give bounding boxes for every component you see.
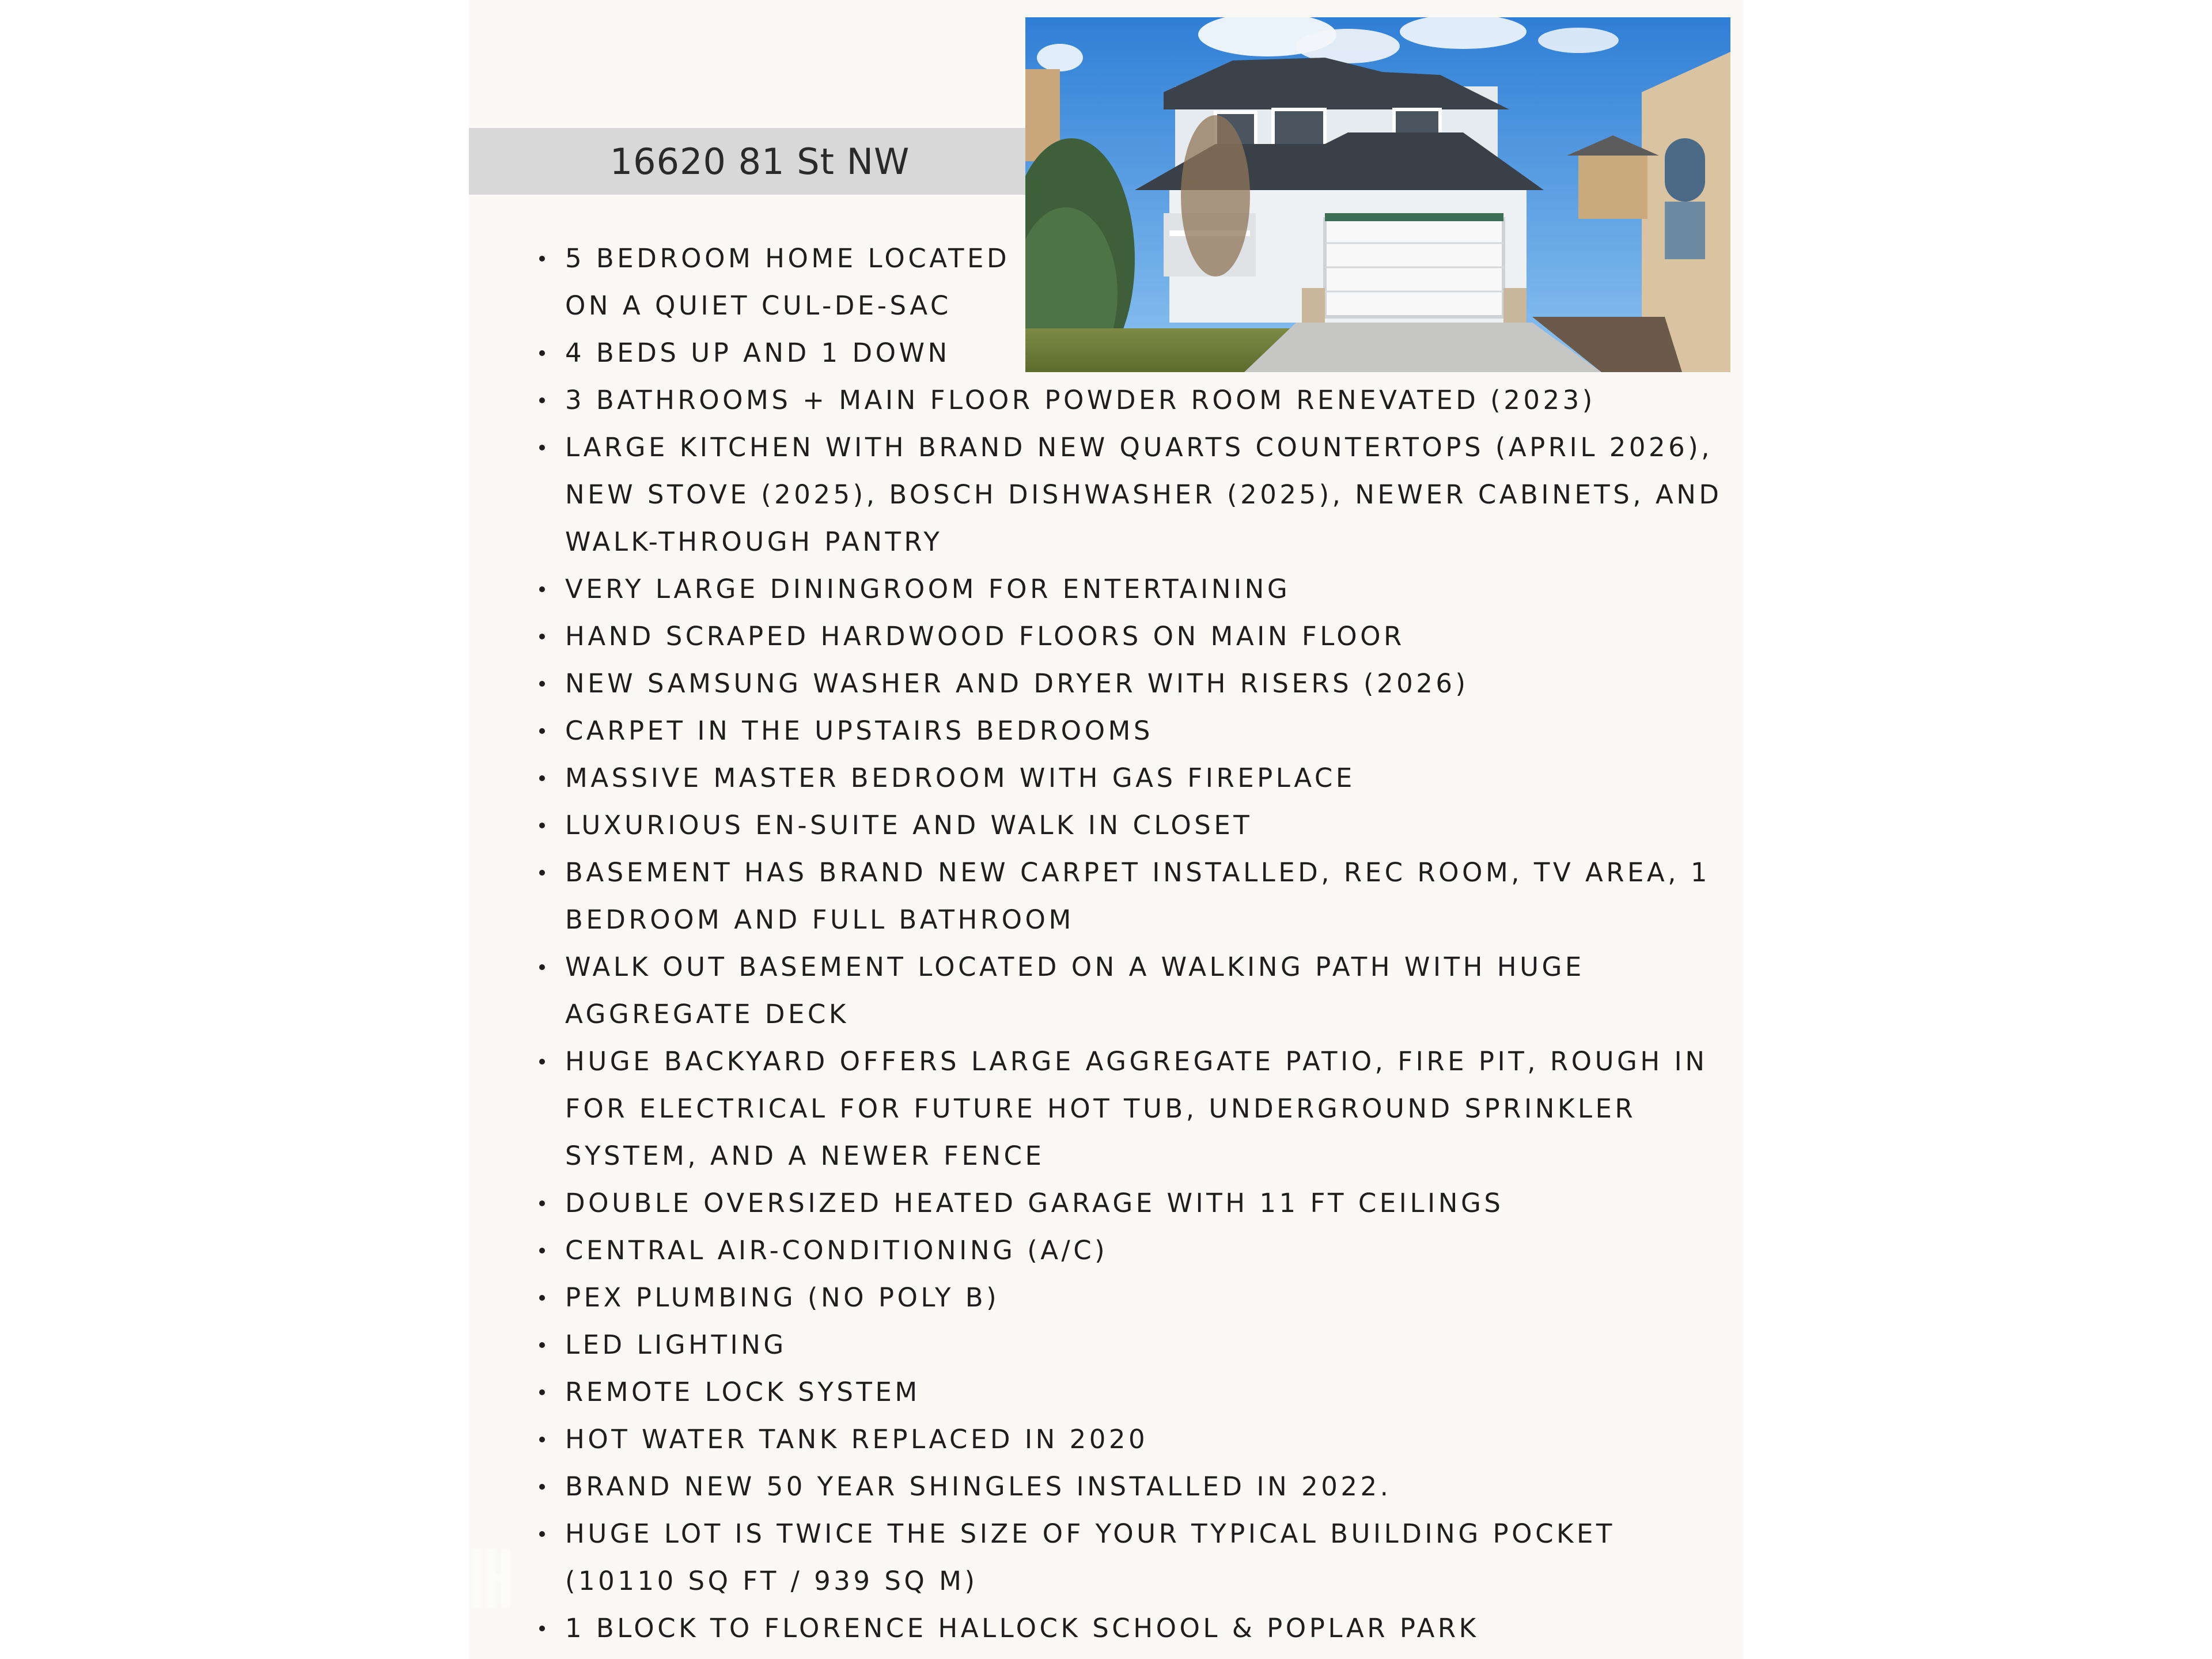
- bullet-icon: [539, 823, 545, 828]
- bullet-icon: [539, 1389, 545, 1395]
- bullet-icon: [539, 1200, 545, 1206]
- bullet-icon: [539, 681, 545, 687]
- watermark-logo: [469, 1544, 516, 1613]
- bullet-icon: [539, 1531, 545, 1537]
- feature-text: HUGE LOT IS TWICE THE SIZE OF YOUR TYPICAL BUILDING POCKET (10110 SQ FT / 939 SQ M): [565, 1518, 1615, 1596]
- feature-item: [538, 566, 1736, 613]
- bullet-icon: [539, 870, 545, 876]
- feature-item: [538, 1227, 1736, 1274]
- feature-text: MASSIVE MASTER BEDROOM WITH GAS FIREPLACE: [565, 763, 1355, 793]
- feature-list: [538, 235, 1736, 1652]
- feature-item: [538, 755, 1736, 802]
- bullet-icon: [539, 350, 545, 356]
- feature-text: 4 BEDS UP AND 1 DOWN: [565, 338, 950, 368]
- feature-text: CARPET IN THE UPSTAIRS BEDROOMS: [565, 715, 1153, 746]
- feature-item: [538, 1038, 1736, 1180]
- feature-item: [538, 1274, 1736, 1321]
- feature-text: NEW SAMSUNG WASHER AND DRYER WITH RISERS (2026): [565, 668, 1469, 699]
- feature-item: [538, 1416, 1736, 1463]
- feature-text: 5 BEDROOM HOME LOCATED ON A QUIET CUL-DE-SAC: [565, 243, 1010, 321]
- feature-item: [538, 1321, 1736, 1369]
- bullet-icon: [539, 1248, 545, 1253]
- feature-item: [538, 424, 1736, 566]
- feature-item: [538, 802, 1736, 849]
- bullet-icon: [539, 775, 545, 781]
- feature-text: VERY LARGE DININGROOM FOR ENTERTAINING: [565, 574, 1291, 604]
- feature-item: [538, 1510, 1736, 1605]
- bullet-icon: [539, 1484, 545, 1490]
- feature-text: LED LIGHTING: [565, 1330, 787, 1360]
- feature-item: [538, 944, 1736, 1038]
- address-banner: [469, 128, 1028, 195]
- bullet-icon: [539, 1437, 545, 1442]
- bullet-icon: [539, 1626, 545, 1631]
- feature-text: HUGE BACKYARD OFFERS LARGE AGGREGATE PATIO, FIRE PIT, ROUGH IN FOR ELECTRICAL FOR FUTURE HOT TUB, UNDERGROUND SPRINKLER SYSTEM, AND A NEWER FENCE: [565, 1046, 1708, 1171]
- feature-text: DOUBLE OVERSIZED HEATED GARAGE WITH 11 FT CEILINGS: [565, 1188, 1504, 1218]
- feature-item: [538, 849, 1736, 944]
- feature-item: [538, 1369, 1736, 1416]
- feature-item: [538, 707, 1736, 755]
- feature-text: BRAND NEW 50 YEAR SHINGLES INSTALLED IN 2022.: [565, 1471, 1392, 1502]
- listing-address: 16620 81 St NW: [609, 140, 910, 183]
- bullet-icon: [539, 397, 545, 403]
- bullet-icon: [539, 1342, 545, 1348]
- listing-sheet: [469, 0, 1744, 1659]
- bullet-icon: [539, 1295, 545, 1301]
- bullet-icon: [539, 1059, 545, 1065]
- feature-item: [538, 377, 1736, 424]
- feature-text: WALK OUT BASEMENT LOCATED ON A WALKING PATH WITH HUGE AGGREGATE DECK: [565, 952, 1585, 1029]
- feature-item: [538, 660, 1736, 707]
- feature-text: LUXURIOUS EN-SUITE AND WALK IN CLOSET: [565, 810, 1253, 840]
- feature-text: HAND SCRAPED HARDWOOD FLOORS ON MAIN FLOOR: [565, 621, 1405, 652]
- feature-text: BASEMENT HAS BRAND NEW CARPET INSTALLED, REC ROOM, TV AREA, 1 BEDROOM AND FULL BATHROOM: [565, 857, 1710, 935]
- bullet-icon: [539, 445, 545, 450]
- feature-text: LARGE KITCHEN WITH BRAND NEW QUARTS COUNTERTOPS (APRIL 2026), NEW STOVE (2025), BOSCH DISHWASHER (2025), NEWER CABINETS, AND WALK-THROUGH PANTRY: [565, 432, 1722, 557]
- feature-text: CENTRAL AIR-CONDITIONING (A/C): [565, 1235, 1108, 1266]
- bullet-icon: [539, 586, 545, 592]
- feature-text: PEX PLUMBING (NO POLY B): [565, 1282, 1000, 1313]
- feature-item: [538, 1180, 1736, 1227]
- feature-item: [538, 235, 1014, 329]
- feature-text: 3 BATHROOMS + MAIN FLOOR POWDER ROOM RENEVATED (2023): [565, 385, 1596, 415]
- bullet-icon: [539, 634, 545, 639]
- bullet-icon: [539, 728, 545, 734]
- feature-item: [538, 329, 1014, 377]
- bullet-icon: [539, 256, 545, 262]
- feature-item: [538, 613, 1736, 660]
- feature-item: [538, 1463, 1736, 1510]
- feature-item: [538, 1605, 1736, 1652]
- feature-text: REMOTE LOCK SYSTEM: [565, 1377, 921, 1407]
- feature-text: 1 BLOCK TO FLORENCE HALLOCK SCHOOL & POPLAR PARK: [565, 1613, 1479, 1643]
- feature-text: HOT WATER TANK REPLACED IN 2020: [565, 1424, 1149, 1455]
- bullet-icon: [539, 964, 545, 970]
